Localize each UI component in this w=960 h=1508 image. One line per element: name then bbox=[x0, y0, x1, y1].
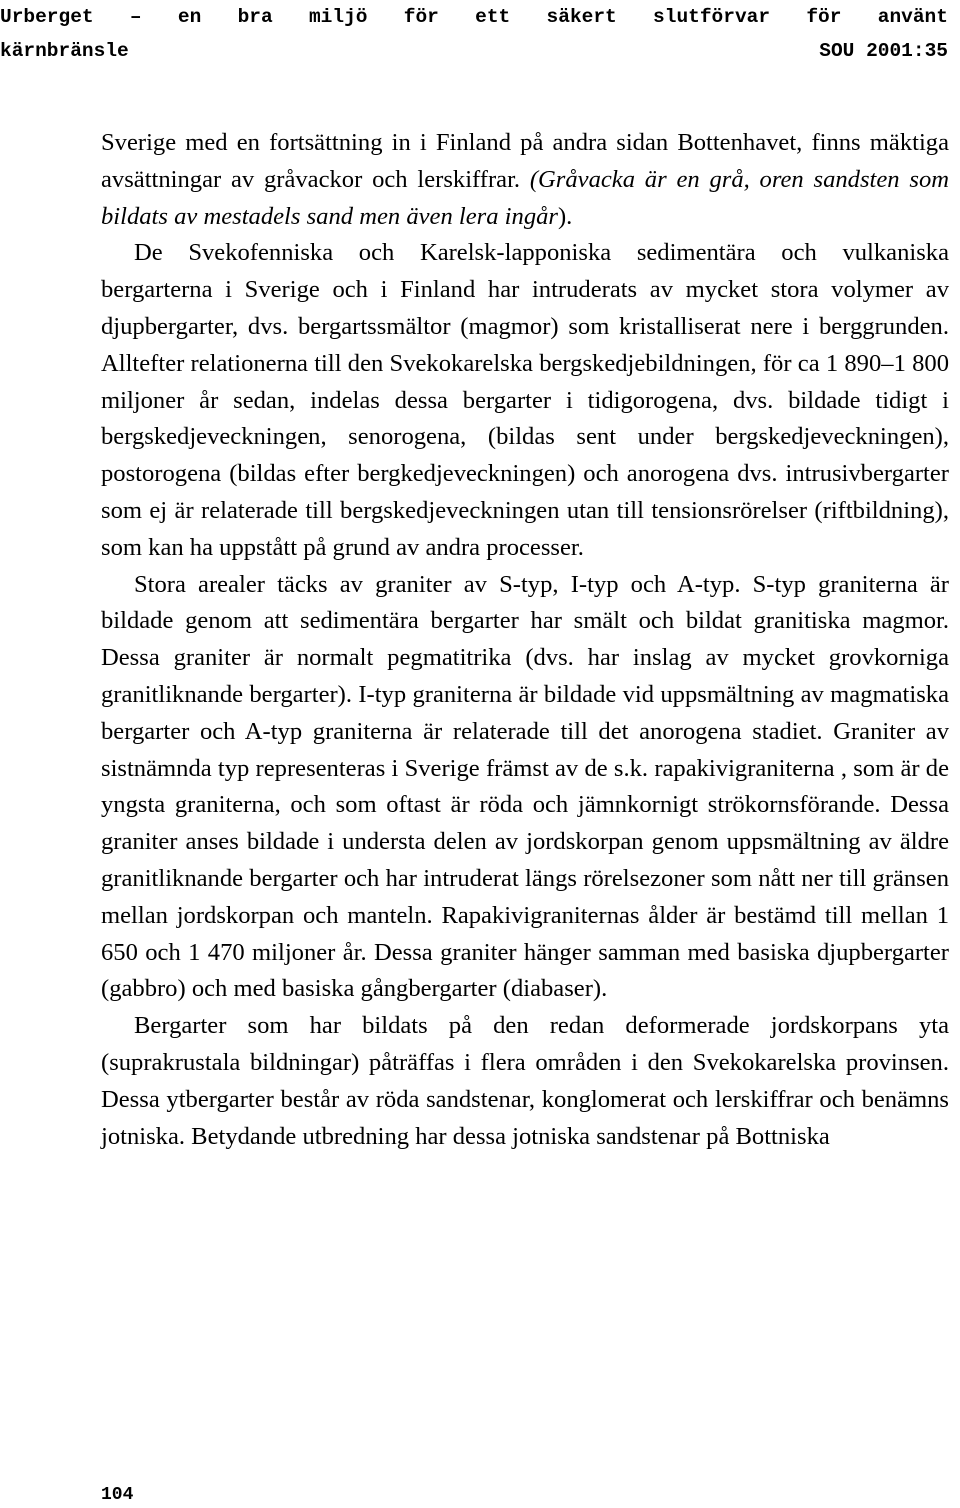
header-word: Urberget bbox=[0, 6, 94, 28]
header-word: använt bbox=[877, 6, 948, 28]
paragraph-2: De Svekofenniska och Karelsk-lapponiska sedimentära och vulkaniska bergarterna i Sverige och i Finland har intruderats av mycket stora volymer av djupbergarter, dvs. bergartssmältor (magmor) som kristalliserat nere i berggrunden. Alltefter relationerna till den Svekokarelska bergskedjebildningen, för ca 1 890–1 800 miljoner år sedan, indelas dessa bergarter i tidigorogena, dvs. bildade tidigt i bergskedjeveckningen, senorogena, (bildas sent under bergskedjeveckningen), postorogena (bildas efter bergkedjeveckningen) och anorogena dvs. intrusivbergarter som ej är relaterade till bergskedjeveckningen utan till tensionsrörelser (riftbildning), som kan ha uppstått på grund av andra processer. bbox=[101, 239, 949, 561]
paragraph-1 bbox=[101, 125, 949, 235]
paragraph-1-text: Sverige med en fortsättning in i Finland på andra sidan Bottenhavet, finns mäktiga avsättningar av gråvackor och lerskiffrar. bbox=[101, 129, 949, 193]
paragraph-1-italic-note: (Gråvacka är en grå, oren sandsten som bildats av mestadels sand men även lera ingår bbox=[101, 165, 949, 230]
header-word: säkert bbox=[546, 6, 617, 28]
header-word: för bbox=[403, 6, 439, 28]
body-text bbox=[101, 125, 949, 1155]
header-title-continuation: kärnbränsle bbox=[0, 40, 129, 62]
running-header-title-line bbox=[0, 0, 948, 34]
paragraph-4: Bergarter som har bildats på den redan deformerade jordskorpans yta (suprakrustala bildningar) påträffas i flera områden i den Svekokarelska provinsen. Dessa ytbergarter består av röda sandstenar, konglomerat och lerskiffrar och benämns jotniska. Betydande utbredning har dessa jotniska sandstenar på Bottniska bbox=[101, 1012, 949, 1150]
header-word: – bbox=[129, 6, 142, 28]
header-word: miljö bbox=[308, 6, 368, 28]
page-number: 104 bbox=[101, 1485, 134, 1505]
running-header bbox=[0, 0, 948, 68]
header-word: bra bbox=[237, 6, 273, 28]
header-word: för bbox=[806, 6, 842, 28]
header-word: en bbox=[177, 6, 202, 28]
paragraph-1-end: ). bbox=[557, 202, 573, 230]
running-header-second-line bbox=[0, 34, 948, 68]
document-reference: SOU 2001:35 bbox=[819, 40, 948, 62]
paragraph-3: Stora arealer täcks av graniter av S-typ, I-typ och A-typ. S-typ graniterna är bildade genom att sedimentära bergarter har smält och bildat granitiska magmor. Dessa graniter är normalt pegmatitrika (dvs. har inslag av mycket grovkorniga granitliknande bergarter). I-typ graniterna är bildade vid uppsmältning av magmatiska bergarter och A-typ graniterna är relaterade till det anorogena stadiet. Graniter av sistnämnda typ representeras i Sverige främst av de s.k. rapakivigraniterna , som är de yngsta graniterna, och som oftast är röda och jämnkornigt strökornsförande. Dessa graniter anses bildade i understa delen av jordskorpan genom uppsmältning av äldre granitliknande bergarter och har intruderat längs rörelsezoner som nått ner till gränsen mellan jordskorpan och manteln. Rapakivigraniternas ålder är bestämd till mellan 1 650 och 1 470 miljoner år. Dessa graniter hänger samman med basiska djupbergarter (gabbro) och med basiska gångbergarter (diabaser). bbox=[101, 570, 949, 1003]
header-word: ett bbox=[475, 6, 511, 28]
header-word: slutförvar bbox=[653, 6, 771, 28]
